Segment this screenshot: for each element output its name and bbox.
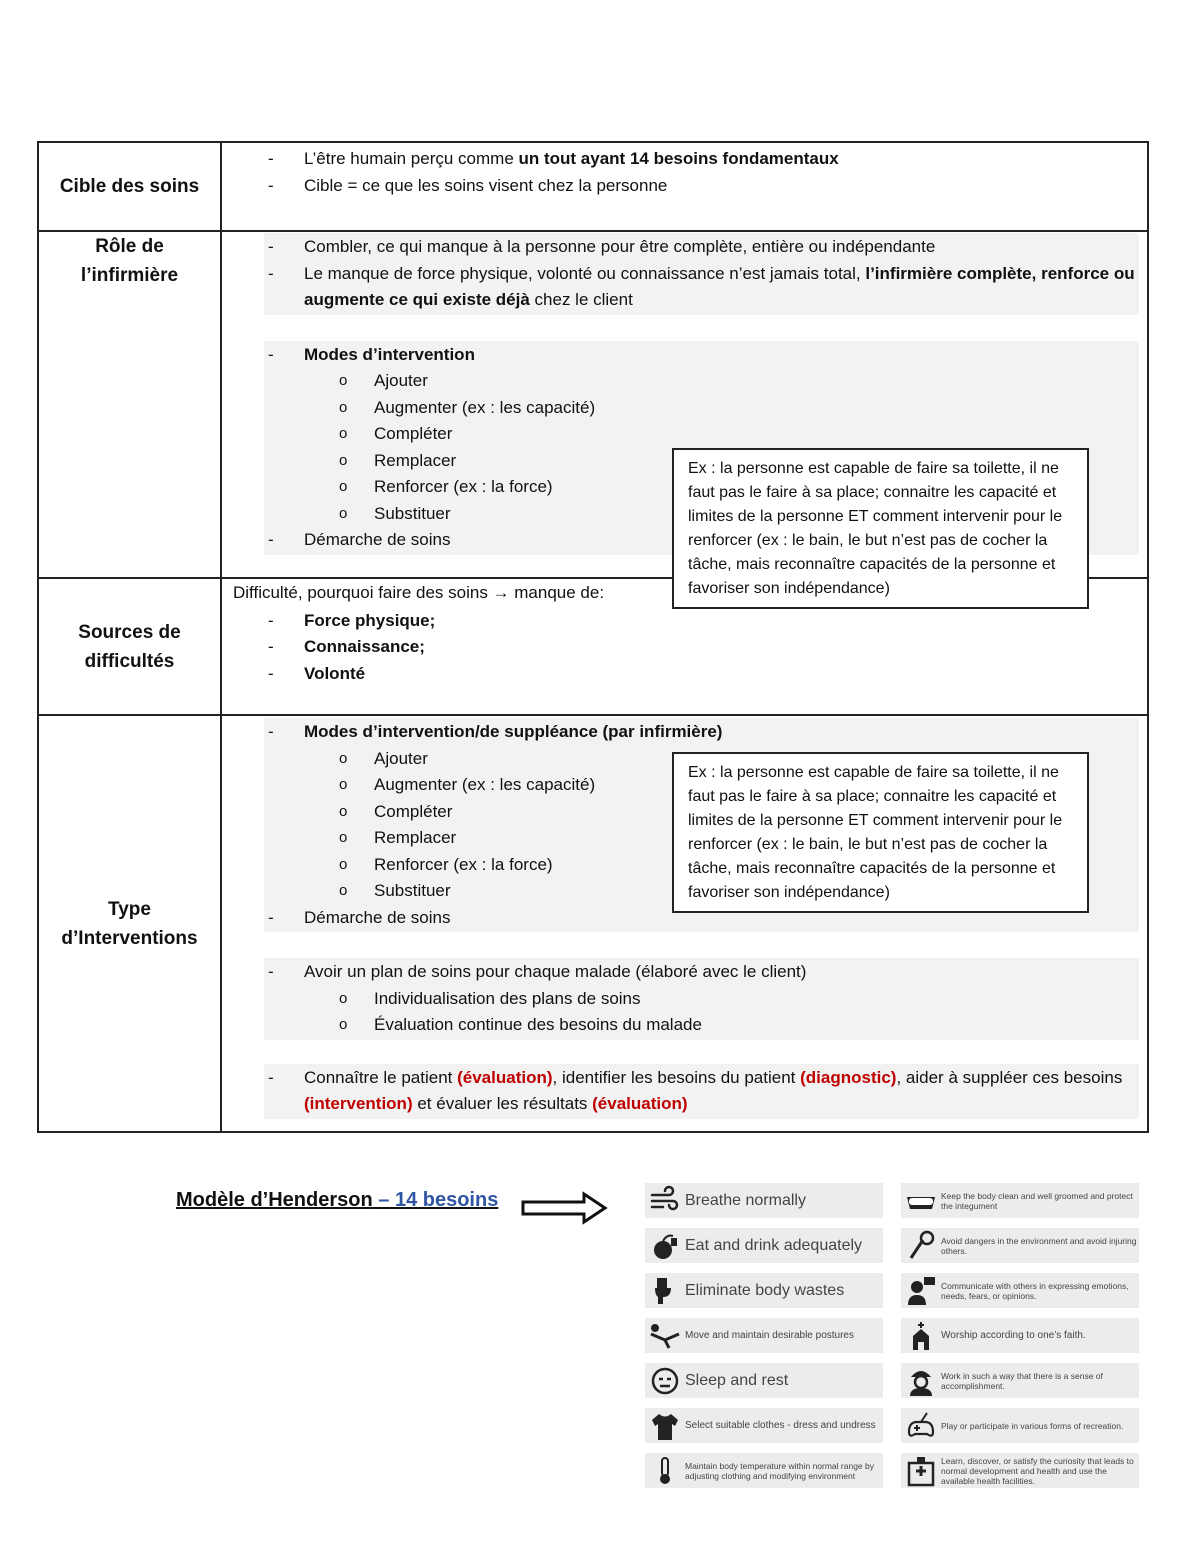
modes-title: Modes d’intervention/de suppléance (par infirmière) [304,722,723,741]
need-item [901,1363,1139,1398]
need-item [645,1228,883,1263]
need-item [901,1408,1139,1443]
list-item [264,173,1139,200]
list-item: - Démarche de soins [264,905,1139,932]
posture-icon [649,1320,681,1352]
church-icon [905,1320,937,1352]
henderson-table [37,141,1149,1133]
worker-icon [905,1365,937,1397]
need-item [901,1183,1139,1218]
cell-type [222,716,1147,1131]
cell-cible [222,143,1147,230]
list-item [264,342,1139,369]
shirt-icon [649,1410,681,1442]
sub-item: o Augmenter (ex : les capacité) [264,395,1139,422]
need-text: Learn, discover, or satisfy the curiosity that leads to normal development and health and use the available health facilities. [941,1455,1134,1486]
sleep-icon [649,1365,681,1397]
sub-item: o Augmenter (ex : les capacité) [264,772,1139,799]
need-item [645,1183,883,1218]
gamepad-icon [905,1410,937,1442]
row-type [39,714,1147,1131]
text: Le manque de force physique, volonté ou connaissance n’est jamais total, [304,263,866,283]
row-cible [39,143,1147,230]
sources-intro: Difficulté, pourquoi faire des soins → manque de: [233,583,605,602]
sub-item: o Substituer [264,878,1139,905]
sub-item: o Individualisation des plans de soins [264,986,1139,1013]
sub-item: o Compléter [264,799,1139,826]
sub-item: o Renforcer (ex : la force) [264,852,1139,879]
modes-title: Modes d’intervention [304,344,475,364]
need-text: Play or participate in various forms of recreation. [941,1420,1124,1431]
title-text: Modèle d’Henderson [176,1189,373,1211]
list-item [264,146,1139,173]
need-text: Sleep and rest [685,1371,789,1389]
apple-icon [649,1230,681,1262]
need-item [901,1453,1139,1488]
sub-item: o Remplacer [264,448,1139,475]
list-item [264,261,1139,314]
label-type [39,716,222,1131]
list-item: - Avoir un plan de soins pour chaque malade (élaboré avec le client) [264,959,1139,986]
need-text: Eliminate body wastes [685,1281,845,1299]
sub-item: o Renforcer (ex : la force) [264,474,1139,501]
thermometer-icon [649,1455,681,1487]
hospital-icon [905,1455,937,1487]
need-text: Keep the body clean and well groomed and protect the integument [941,1190,1133,1211]
text: Combler, ce qui manque à la personne pour être complète, entière ou indépendante [304,237,936,256]
bold-text: renforce ou augmente ce qui existe déjà [304,263,1135,309]
need-text: Avoid dangers in the environment and avoid injuring others. [941,1235,1137,1256]
bathtub-icon [905,1185,937,1217]
need-item [901,1318,1139,1353]
need-item [901,1273,1139,1308]
list-item [264,234,1139,261]
right-arrow-icon [520,1191,608,1225]
text: chez le client [529,290,633,309]
henderson-title [176,1189,498,1212]
speech-icon [905,1275,937,1307]
need-text: Work in such a way that there is a sense of accomplishment. [941,1370,1103,1391]
need-text: Select suitable clothes - dress and undress [685,1419,876,1431]
need-text: Eat and drink adequately [685,1236,863,1254]
text: L’être humain perçu comme [304,149,519,168]
need-item [645,1453,883,1488]
row-sources [39,577,1147,714]
sub-item: o Substituer [264,501,1139,528]
label-cible [39,143,222,230]
toilet-icon [649,1275,681,1307]
cell-sources [222,579,1147,714]
list-item: - Démarche de soins [264,527,1139,554]
list-item: - Connaître le patient (évaluation), identifier les besoins du patient (diagnostic), aider à suppléer ces besoins (intervention) et évaluer les résultats (évaluation) [264,1065,1139,1118]
text: Cible = ce que les soins visent chez la personne [304,175,668,195]
danger-icon [905,1230,937,1262]
sub-item: o Évaluation continue des besoins du malade [264,1012,1139,1039]
title-link[interactable]: – 14 besoins [372,1189,499,1211]
needs-grid [645,1183,1140,1493]
label-role [39,232,222,577]
need-item [645,1408,883,1443]
list-item: - Volonté [264,661,1139,688]
label-cible-text: Cible des soins [59,176,200,197]
need-item [645,1363,883,1398]
list-item: - Force physique; [264,608,1139,635]
label-sources [39,579,222,714]
label-role-line1: Rôle de [95,236,164,257]
label-sources-line2: difficultés [84,650,175,672]
sub-item: o Compléter [264,421,1139,448]
example-box: Ex : la personne est capable de faire sa toilette, il ne faut pas le faire à sa place; connaitre les capacité et limites de la personne ET comment intervenir pour le renforcer (ex : le bain, le but n’est pas de cocher la tâche, mais reconnaître capacités de la personne et favoriser son indépendance) [672,752,1089,913]
wind-icon [649,1185,681,1217]
need-text: Worship according to one’s faith. [941,1329,1086,1341]
need-text: Maintain body temperature within normal range by adjusting clothing and modifying environment [685,1460,874,1481]
label-type-line2: d’Interventions [61,927,198,949]
example-box: Ex : la personne est capable de faire sa toilette, il ne faut pas le faire à sa place; connaitre les capacité et limites de la personne ET comment intervenir pour le renforcer (ex : le bain, le but n’est pas de cocher la tâche, mais reconnaître capacités de la personne et favoriser son indépendance) [672,448,1089,609]
need-item [645,1273,883,1308]
label-sources-line1: Sources de [78,621,181,643]
list-item [264,719,1139,746]
need-item [901,1228,1139,1263]
list-item: - Connaissance; [264,634,1139,661]
need-text: Communicate with others in expressing emotions, needs, fears, or opinions. [941,1280,1129,1301]
label-type-line1: Type [108,898,151,920]
sub-item: o Remplacer [264,825,1139,852]
need-item [645,1318,883,1353]
need-text: Move and maintain desirable postures [685,1329,854,1341]
bold-text: un tout ayant 14 besoins fondamentaux [518,149,839,168]
need-text: Breathe normally [685,1191,806,1209]
bold-text: l’infirmière complète, [865,263,1037,283]
sub-item: o Ajouter [264,746,1139,773]
label-role-line2: l’infirmière [80,265,179,286]
sub-item: o Ajouter [264,368,1139,395]
